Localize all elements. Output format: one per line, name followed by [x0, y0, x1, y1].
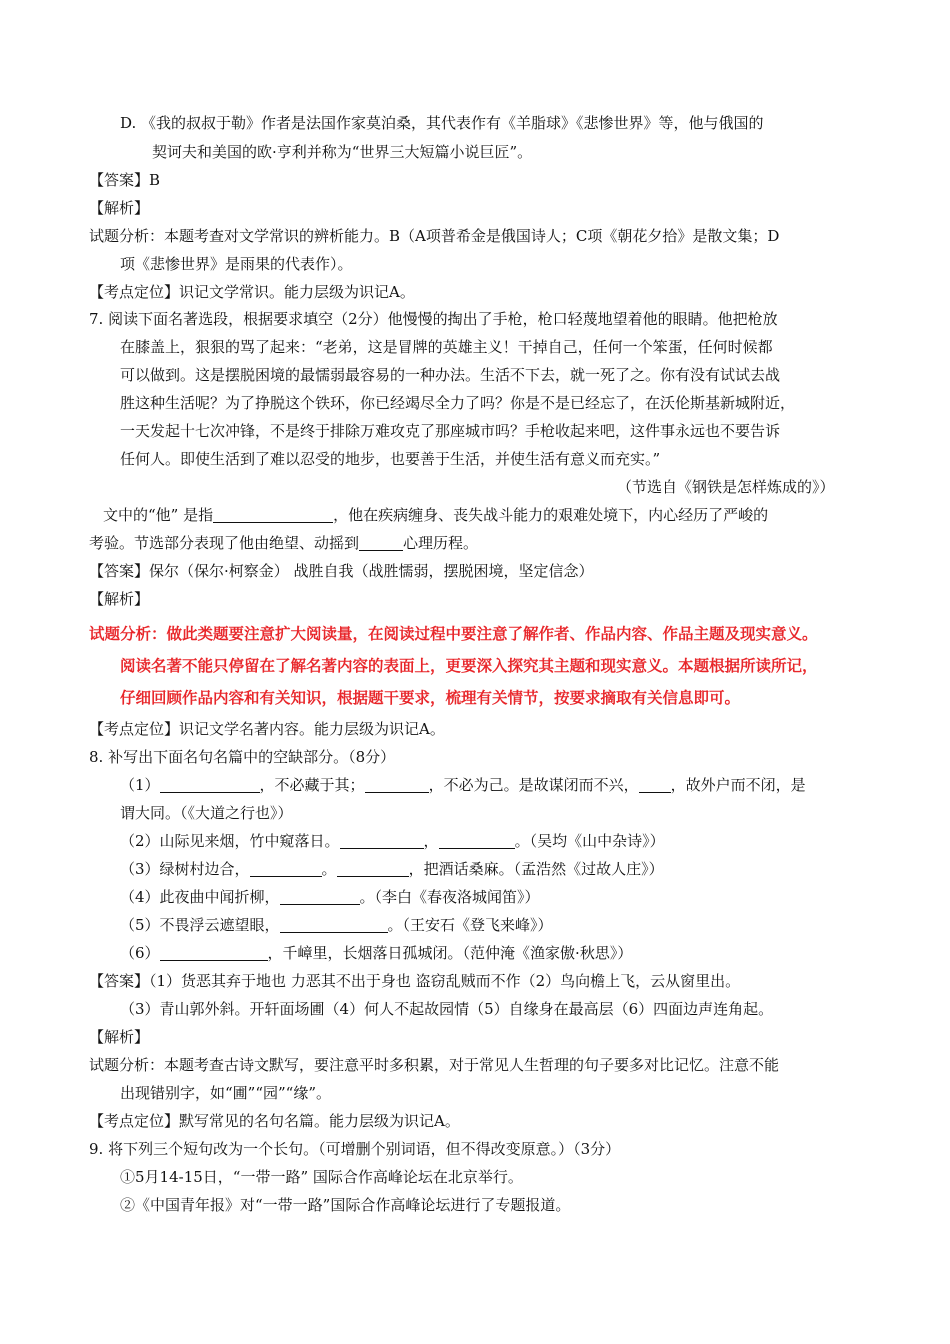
- q8-item1-text-c: ，不必为己。是故谋闭而不兴，: [428, 776, 639, 794]
- q8-kaodian: 【考点定位】默写常见的名句名篇。能力层级为识记A。: [89, 1112, 460, 1130]
- q8-answer-line2: （3）青山郭外斜。开轩面场圃（4）何人不起故园情（5）自缘身在最高层（6）四面边声连角起。: [120, 1000, 774, 1018]
- q8-item3-text-c: ，把酒话桑麻。（孟浩然《过故人庄》）: [408, 860, 664, 878]
- q8-item2-text-c: 。（吴均《山中杂诗》）: [514, 832, 665, 850]
- q8-item5-text-a: （5）不畏浮云遮望眼，: [120, 916, 280, 934]
- q7-stem-line6: 任何人。即使生活到了难以忍受的地步，也要善于生活，并使生活有意义而充实。”: [120, 450, 661, 468]
- q8-item6: [120, 943, 632, 963]
- q7-fill-text-b: ，他在疾病缠身、丧失战斗能力的艰难处境下，内心经历了严峻的: [333, 506, 769, 524]
- q8-blank-3a[interactable]: [250, 860, 322, 877]
- q7-analysis-red-line3: 仔细回顾作品内容和有关知识，根据题干要求，梳理有关情节，按要求摘取有关信息即可。: [120, 689, 741, 707]
- q8-item3: [120, 859, 664, 879]
- q8-blank-1c[interactable]: [639, 776, 671, 793]
- q8-item6-num: （6）: [120, 944, 160, 962]
- q8-analysis-label: 【解析】: [89, 1028, 150, 1046]
- q7-stem-line3: 可以做到。这是摆脱困境的最懦弱最容易的一种办法。生活不下去，就一死了之。你有没有试试去战: [120, 366, 781, 384]
- q8-item5-text-b: 。（王安石《登飞来峰》）: [387, 916, 553, 934]
- q8-analysis-line1: 试题分析：本题考查古诗文默写，要注意平时多积累，对于常见人生哲理的句子要多对比记忆。注意不能: [89, 1056, 780, 1074]
- q8-item1-line1: [120, 775, 806, 795]
- q7-blank-2[interactable]: [359, 534, 403, 551]
- q7-fill-text-d: 心理历程。: [403, 534, 479, 552]
- q7-kaodian: 【考点定位】识记文学名著内容。能力层级为识记A。: [89, 720, 445, 738]
- q7-fill-line2: [89, 533, 478, 553]
- q8-item4: [120, 887, 540, 907]
- q7-fill-line1: [103, 505, 768, 525]
- q8-item4-text-a: （4）此夜曲中闻折柳，: [120, 888, 280, 906]
- q7-stem-line5: 一天发起十七次冲锋，不是终于排除万难攻克了那座城市吗？手枪收起来吧，这件事永远也不要告诉: [120, 422, 781, 440]
- q8-blank-1b[interactable]: [365, 776, 429, 793]
- q9-sentence-2: ②《中国青年报》对“一带一路”国际合作高峰论坛进行了专题报道。: [120, 1196, 571, 1214]
- q7-fill-text-a: 文中的“他” 是指: [103, 506, 214, 524]
- q8-item3-text-a: （3）绿树村边合，: [120, 860, 250, 878]
- q6-analysis-line1: 试题分析：本题考查对文学常识的辨析能力。B（A项普希金是俄国诗人；C项《朝花夕拾》是散文集；D: [89, 227, 780, 245]
- q8-item3-text-b: 。: [321, 860, 337, 878]
- q8-item1-text-b: ，不必藏于其；: [259, 776, 365, 794]
- q7-answer: 【答案】保尔（保尔·柯察金） 战胜自我（战胜懦弱，摆脱困境，坚定信念）: [89, 562, 594, 580]
- q6-option-d-line1: D. 《我的叔叔于勒》作者是法国作家莫泊桑，其代表作有《羊脂球》《悲惨世界》等，他与俄国的: [120, 114, 764, 132]
- q7-analysis-red-line2: 阅读名著不能只停留在了解名著内容的表面上，更要深入探究其主题和现实意义。本题根据所读所记，: [120, 657, 818, 675]
- q8-stem: 8. 补写出下面名句名篇中的空缺部分。（8分）: [89, 748, 396, 766]
- q7-stem-line4: 胜这种生活呢？为了挣脱这个铁环，你已经竭尽全力了吗？你是不是已经忘了，在沃伦斯基新城附近，: [120, 394, 796, 412]
- q7-stem-line1: 7. 阅读下面名著选段，根据要求填空（2分）他慢慢的掏出了手枪，枪口轻蔑地望着他的眼睛。他把枪放: [89, 310, 778, 328]
- q6-answer: 【答案】B: [89, 171, 161, 189]
- q8-blank-1a[interactable]: [160, 776, 260, 793]
- q8-blank-2a[interactable]: [340, 832, 424, 849]
- q8-blank-2b[interactable]: [439, 832, 515, 849]
- q8-item1-text-d: ，故外户而不闭，是: [670, 776, 806, 794]
- q7-fill-text-c: 考验。节选部分表现了他由绝望、动摇到: [89, 534, 360, 552]
- q8-item2: [120, 831, 665, 851]
- q8-item1-line2: 谓大同。（《大道之行也》）: [120, 804, 293, 822]
- q8-answer-line1: 【答案】（1）货恶其弃于地也 力恶其不出于身也 盗窃乱贼而不作（2）鸟向檐上飞，云从窗里出。: [89, 972, 741, 990]
- q6-analysis-label: 【解析】: [89, 199, 150, 217]
- q6-analysis-line2: 项《悲惨世界》是雨果的代表作）。: [120, 255, 353, 273]
- q8-item2-text-b: ，: [423, 832, 439, 850]
- q8-item1-num: （1）: [120, 776, 160, 794]
- q8-item2-text-a: （2）山际见来烟，竹中窥落日。: [120, 832, 340, 850]
- q8-item4-text-b: 。（李白《春夜洛城闻笛》）: [359, 888, 540, 906]
- q8-blank-4[interactable]: [280, 888, 360, 905]
- q7-blank-1[interactable]: [213, 506, 333, 523]
- q9-stem: 9. 将下列三个短句改为一个长句。（可增删个别词语，但不得改变原意。）（3分）: [89, 1140, 621, 1158]
- q9-sentence-1: ①5月14-15日，“一带一路” 国际合作高峰论坛在北京举行。: [120, 1168, 523, 1186]
- q8-blank-6[interactable]: [160, 944, 268, 961]
- q8-item5: [120, 915, 553, 935]
- q6-kaodian: 【考点定位】识记文学常识。能力层级为识记A。: [89, 283, 415, 301]
- q8-item6-text-b: ，千嶂里，长烟落日孤城闭。（范仲淹《渔家傲·秋思》）: [267, 944, 633, 962]
- q6-option-d-line2: 契诃夫和美国的欧·亨利并称为“世界三大短篇小说巨匠”。: [152, 143, 533, 161]
- q7-source: （节选自《钢铁是怎样炼成的》）: [617, 478, 835, 496]
- q8-blank-5[interactable]: [280, 916, 388, 933]
- q8-analysis-line2: 出现错别字，如“圃”“园”“缘”。: [120, 1084, 332, 1102]
- q8-blank-3b[interactable]: [337, 860, 409, 877]
- q7-analysis-red-line1: 试题分析：做此类题要注意扩大阅读量，在阅读过程中要注意了解作者、作品内容、作品主题及现实意义。: [89, 625, 818, 643]
- q7-analysis-label: 【解析】: [89, 590, 150, 608]
- q7-stem-line2: 在膝盖上，狠狠的骂了起来：“老弟，这是冒牌的英雄主义！干掉自己，任何一个笨蛋，任何时候都: [120, 338, 773, 356]
